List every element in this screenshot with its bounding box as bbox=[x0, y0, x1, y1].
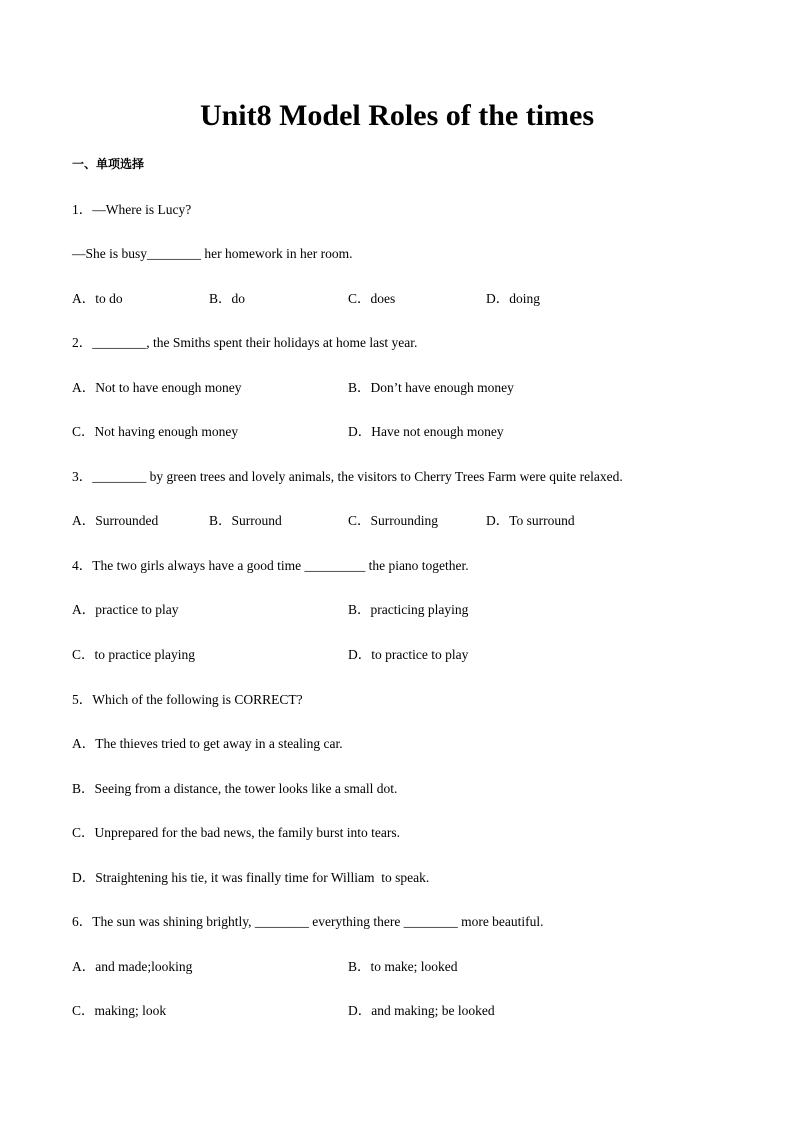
question-1-option-c: C．does bbox=[348, 291, 396, 306]
question-6-option-c: C．making; look bbox=[72, 1003, 167, 1018]
question-1-option-a: A．to do bbox=[72, 291, 123, 306]
page-title: Unit8 Model Roles of the times bbox=[199, 99, 595, 132]
question-2-option-d: D．Have not enough money bbox=[348, 424, 504, 439]
question-4-option-b: B．practicing playing bbox=[348, 602, 469, 617]
question-2-option-c: C．Not having enough money bbox=[72, 424, 239, 439]
question-4-option-c: C．to practice playing bbox=[72, 647, 195, 662]
question-4-option-a: A．practice to play bbox=[72, 602, 179, 617]
question-3-option-d: D．To surround bbox=[486, 513, 575, 528]
question-2-stem: 2．________, the Smiths spent their holidays at home last year. bbox=[72, 335, 418, 350]
question-6-option-a: A．and made;looking bbox=[72, 959, 193, 974]
question-3-option-b: B．Surround bbox=[209, 513, 282, 528]
question-5-option-b: B．Seeing from a distance, the tower looks like a small dot. bbox=[72, 781, 398, 796]
question-6-stem: 6．The sun was shining brightly, ________ everything there ________ more beautiful. bbox=[72, 914, 544, 929]
question-6-option-d: D．and making; be looked bbox=[348, 1003, 495, 1018]
question-1-stem: 1．—Where is Lucy? bbox=[72, 202, 192, 217]
question-3-stem: 3．________ by green trees and lovely animals, the visitors to Cherry Trees Farm were quite relaxed. bbox=[72, 469, 623, 484]
question-3-option-a: A．Surrounded bbox=[72, 513, 159, 528]
question-3-option-c: C．Surrounding bbox=[348, 513, 439, 528]
question-2-option-b: B．Don’t have enough money bbox=[348, 380, 514, 395]
question-4-stem: 4．The two girls always have a good time _________ the piano together. bbox=[72, 558, 469, 573]
question-5-option-a: A．The thieves tried to get away in a stealing car. bbox=[72, 736, 343, 751]
question-1-option-d: D．doing bbox=[486, 291, 540, 306]
question-1-option-b: B．do bbox=[209, 291, 246, 306]
question-5-option-c: C．Unprepared for the bad news, the family burst into tears. bbox=[72, 825, 401, 840]
question-5-stem: 5．Which of the following is CORRECT? bbox=[72, 692, 303, 707]
question-4-option-d: D．to practice to play bbox=[348, 647, 469, 662]
question-2-option-a: A．Not to have enough money bbox=[72, 380, 242, 395]
section-heading: 一、单项选择 bbox=[72, 157, 145, 171]
question-5-option-d: D．Straightening his tie, it was finally time for William to speak. bbox=[72, 870, 430, 885]
question-1-stem-line-2: —She is busy________ her homework in her room. bbox=[72, 246, 353, 261]
question-6-option-b: B．to make; looked bbox=[348, 959, 458, 974]
